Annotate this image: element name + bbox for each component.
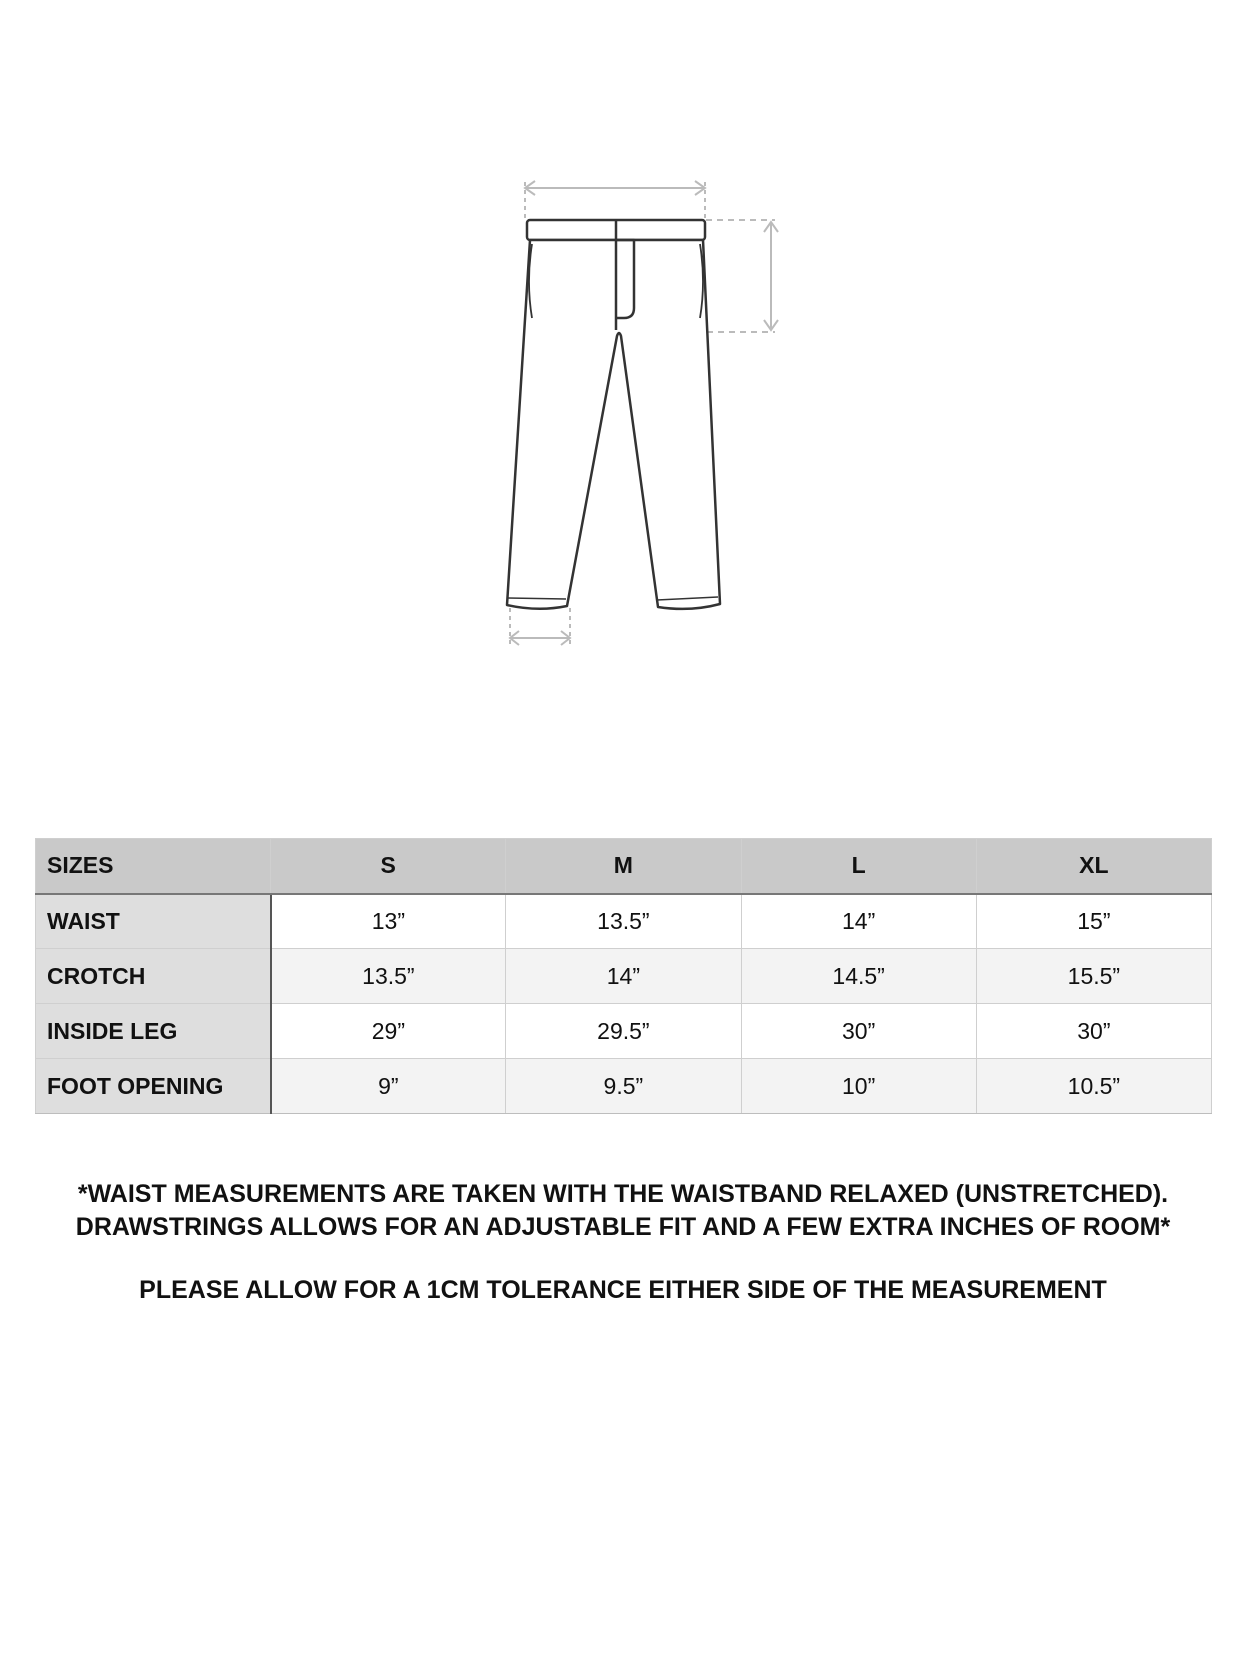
table-row-waist — [36, 894, 1212, 949]
table-cell: 14.5” — [741, 949, 976, 1004]
row-label-inside-leg: INSIDE LEG — [36, 1004, 271, 1059]
waist-note-line-1: *WAIST MEASUREMENTS ARE TAKEN WITH THE WAISTBAND RELAXED (UNSTRETCHED). — [77, 1180, 1169, 1208]
row-label-waist: WAIST — [36, 894, 271, 949]
table-cell: 30” — [741, 1004, 976, 1059]
trousers-outline — [507, 220, 720, 609]
table-cell: 14” — [741, 894, 976, 949]
table-cell: 9” — [271, 1059, 506, 1114]
row-label-crotch: CROTCH — [36, 949, 271, 1004]
table-cell: 13” — [271, 894, 506, 949]
table-cell: 29” — [271, 1004, 506, 1059]
foot-opening-guide — [510, 608, 570, 645]
tolerance-note: PLEASE ALLOW FOR A 1CM TOLERANCE EITHER SIDE OF THE MEASUREMENT — [139, 1276, 1107, 1304]
table-row-crotch — [36, 949, 1212, 1004]
table-cell: 10” — [741, 1059, 976, 1114]
table-cell: 15” — [976, 894, 1211, 949]
sizes-header: SIZES — [36, 839, 271, 894]
row-label-foot-opening: FOOT OPENING — [36, 1059, 271, 1114]
table-row-inside-leg — [36, 1004, 1212, 1059]
waist-note-line-2: DRAWSTRINGS ALLOWS FOR AN ADJUSTABLE FIT AND A FEW EXTRA INCHES OF ROOM* — [75, 1213, 1171, 1241]
measurement-notes — [0, 1178, 1246, 1307]
table-cell: 10.5” — [976, 1059, 1211, 1114]
size-header-row — [36, 839, 1212, 894]
size-header-m: M — [506, 839, 741, 894]
table-cell: 15.5” — [976, 949, 1211, 1004]
size-chart-table — [35, 838, 1212, 1114]
trousers-measurement-diagram — [0, 0, 1246, 700]
size-header-l: L — [741, 839, 976, 894]
table-cell: 14” — [506, 949, 741, 1004]
table-cell: 30” — [976, 1004, 1211, 1059]
waist-guide — [525, 181, 705, 220]
table-cell: 13.5” — [271, 949, 506, 1004]
table-cell: 9.5” — [506, 1059, 741, 1114]
table-row-foot-opening — [36, 1059, 1212, 1114]
table-cell: 29.5” — [506, 1004, 741, 1059]
size-header-xl: XL — [976, 839, 1211, 894]
table-cell: 13.5” — [506, 894, 741, 949]
size-header-s: S — [271, 839, 506, 894]
